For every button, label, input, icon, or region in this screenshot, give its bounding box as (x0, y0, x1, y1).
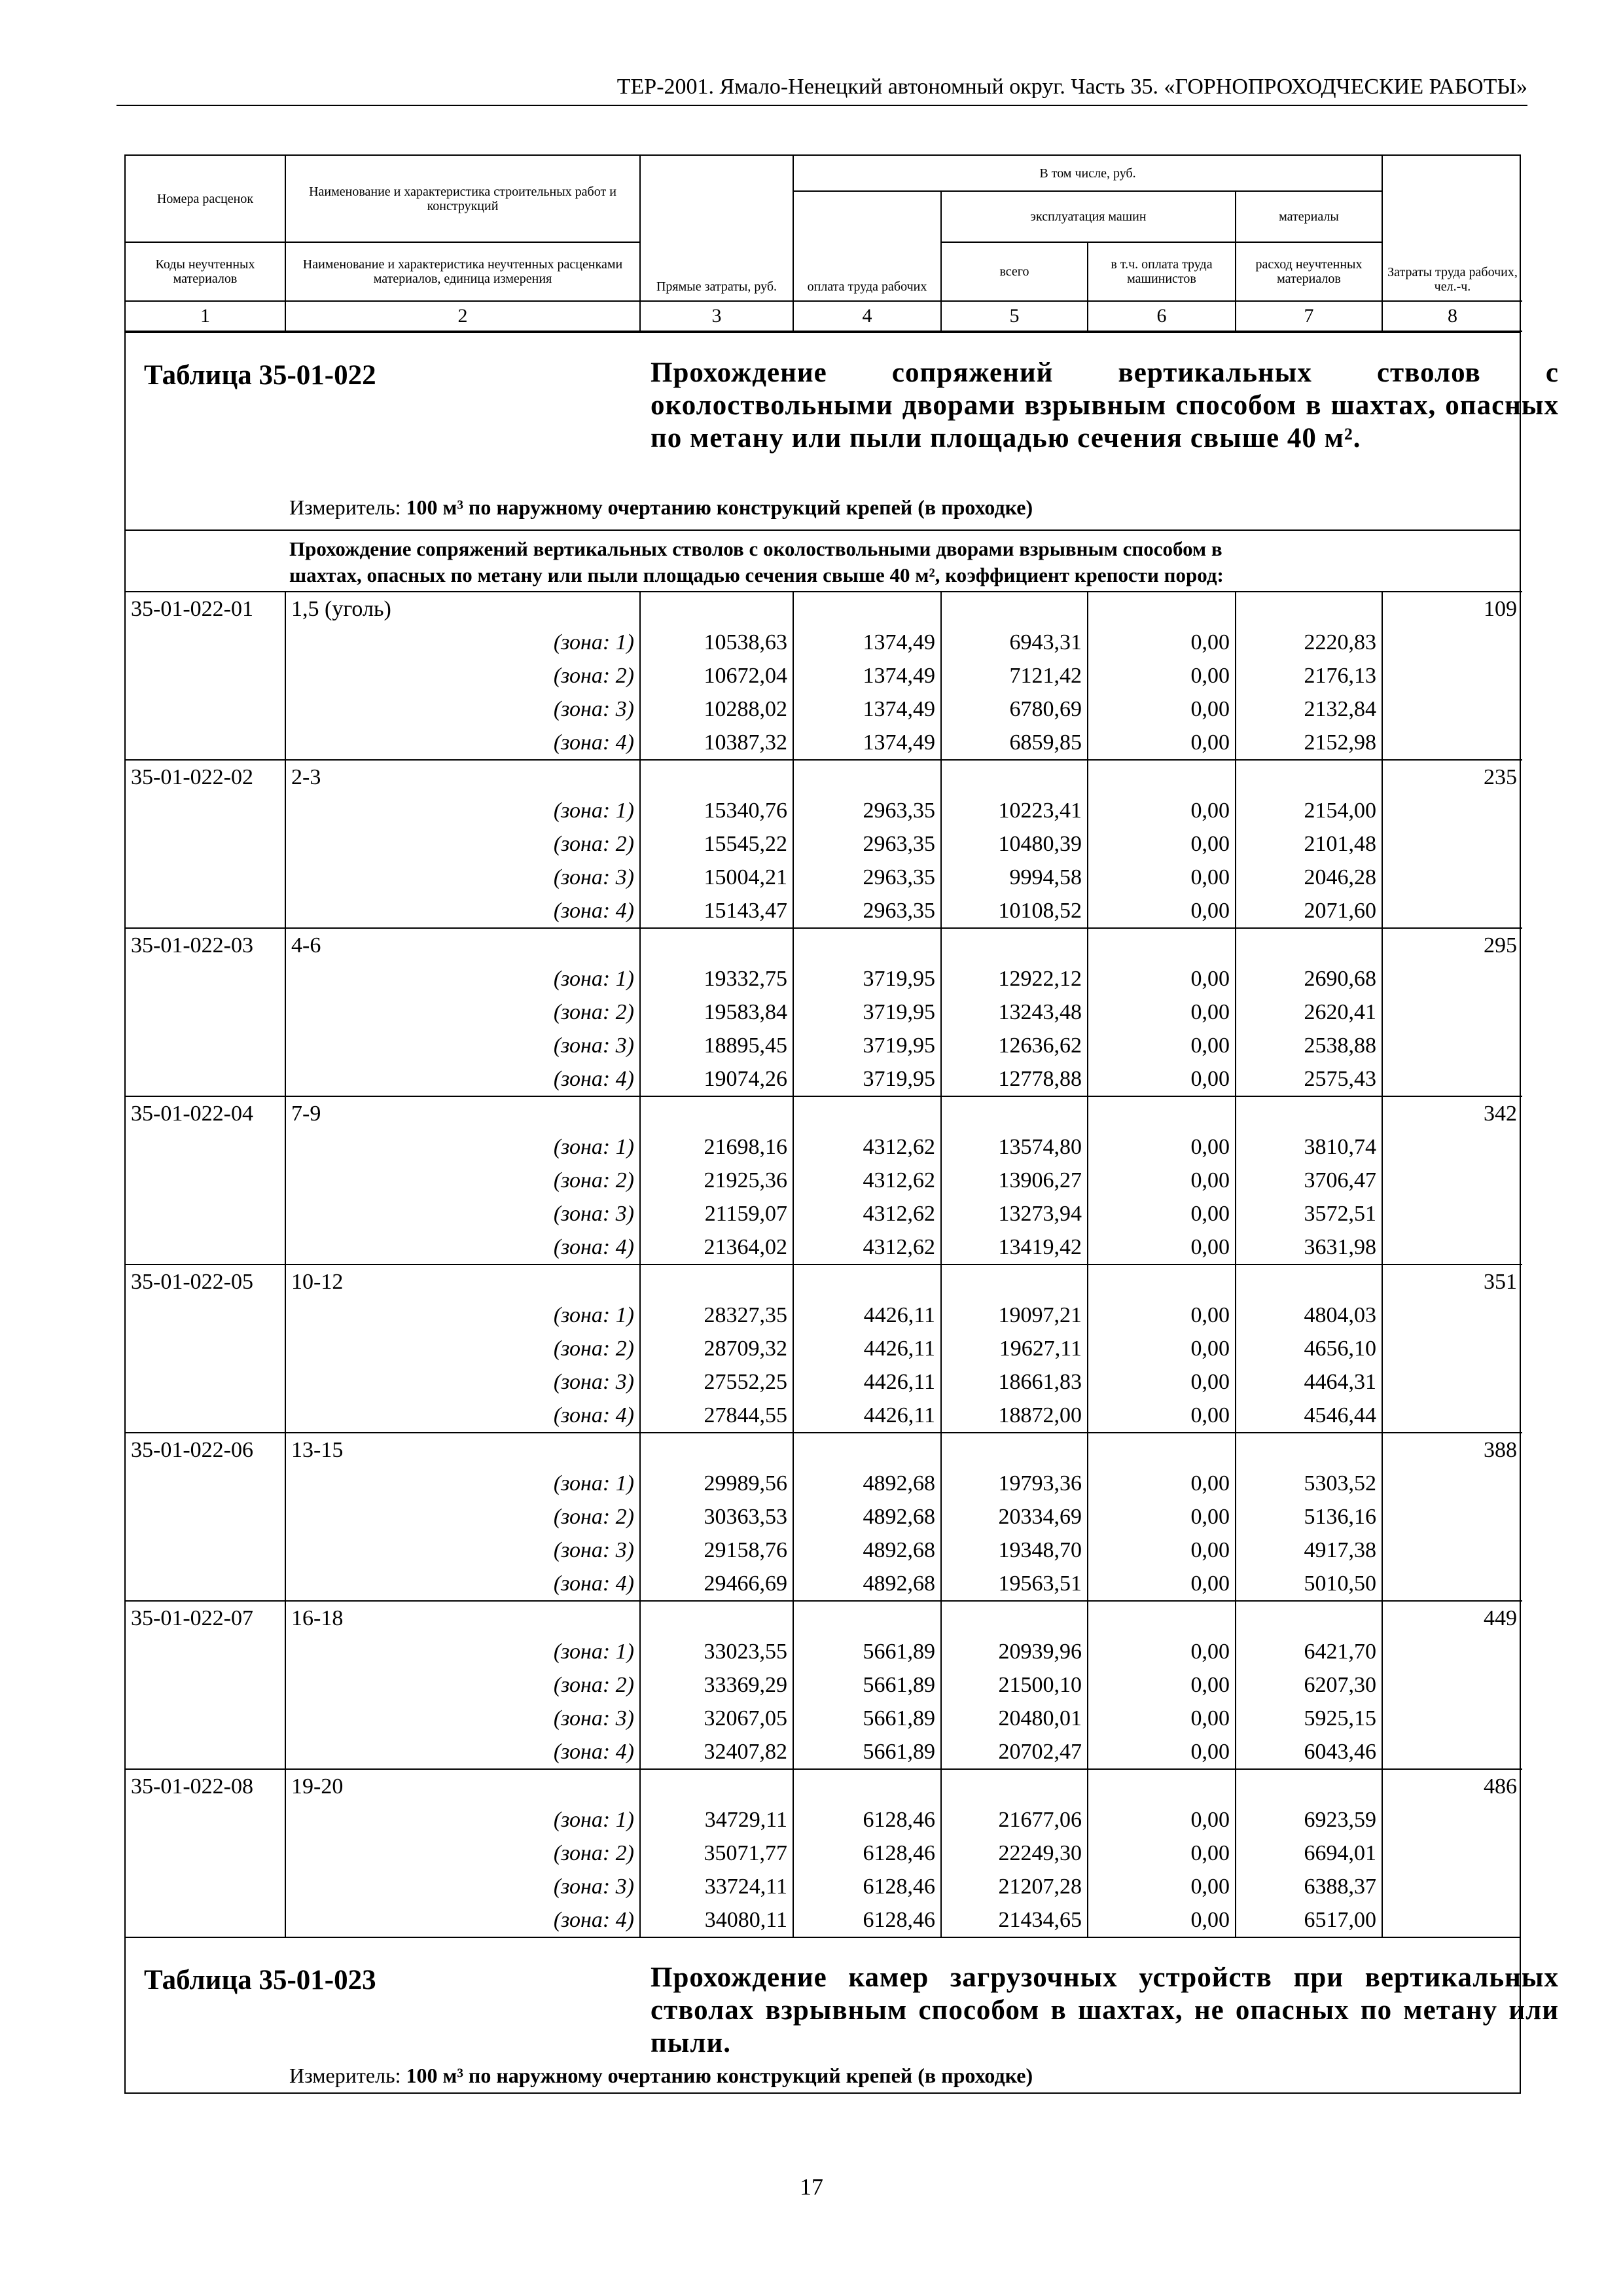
column-numbers-row (126, 301, 1522, 331)
labor-pay: 5661,89 (793, 1702, 941, 1735)
operator-pay: 0,00 (1088, 1399, 1236, 1433)
direct-costs: 10538,63 (640, 626, 793, 659)
machine-total: 12636,62 (941, 1029, 1088, 1062)
materials-cost: 4656,10 (1236, 1332, 1382, 1365)
zone-row (126, 1299, 1522, 1332)
col-codes: Коды неучтенных материалов (126, 242, 285, 301)
direct-costs: 18895,45 (640, 1029, 793, 1062)
table-meter: Измеритель: 100 м³ по наружному очертанию конструкций крепей (в проходке) (289, 495, 1033, 519)
zone-row (126, 996, 1522, 1029)
materials-cost: 3631,98 (1236, 1230, 1382, 1265)
labor-pay: 3719,95 (793, 996, 941, 1029)
direct-costs: 29158,76 (640, 1534, 793, 1567)
operator-pay: 0,00 (1088, 659, 1236, 692)
zone-row (126, 1230, 1522, 1265)
labor-pay: 4312,62 (793, 1164, 941, 1197)
rates-table (126, 591, 1522, 1937)
direct-costs: 33369,29 (640, 1668, 793, 1702)
labor-pay: 1374,49 (793, 659, 941, 692)
machine-total: 13574,80 (941, 1130, 1088, 1164)
col-work-name: Наименование и характеристика строительных работ и конструкций (285, 156, 640, 242)
materials-cost: 4804,03 (1236, 1299, 1382, 1332)
rate-code: 35-01-022-03 (126, 928, 285, 962)
zone-row (126, 1029, 1522, 1062)
zone-label: (зона: 2) (285, 1500, 640, 1534)
labor-costs: 342 (1382, 1096, 1522, 1130)
materials-cost: 6207,30 (1236, 1668, 1382, 1702)
zone-label: (зона: 2) (285, 659, 640, 692)
zone-label: (зона: 4) (285, 1399, 640, 1433)
machine-total: 12922,12 (941, 962, 1088, 996)
zone-label: (зона: 3) (285, 1870, 640, 1903)
materials-cost: 4464,31 (1236, 1365, 1382, 1399)
rate-row (126, 928, 1522, 962)
zone-row (126, 1803, 1522, 1837)
materials-cost: 3706,47 (1236, 1164, 1382, 1197)
col-total: всего (941, 242, 1088, 301)
labor-costs: 449 (1382, 1601, 1522, 1635)
column-number: 6 (1088, 301, 1236, 331)
zone-label: (зона: 4) (285, 1567, 640, 1601)
labor-pay: 4426,11 (793, 1332, 941, 1365)
zone-row (126, 1500, 1522, 1534)
machine-total: 10223,41 (941, 794, 1088, 827)
rate-row (126, 1769, 1522, 1803)
table-meter: Измеритель: 100 м³ по наружному очертанию конструкций крепей (в проходке) (289, 2064, 1033, 2087)
machine-total: 19097,21 (941, 1299, 1088, 1332)
machine-total: 22249,30 (941, 1837, 1088, 1870)
zone-label: (зона: 2) (285, 1332, 640, 1365)
operator-pay: 0,00 (1088, 1837, 1236, 1870)
column-header (126, 156, 1522, 332)
table-title: Прохождение сопряжений вертикальных стволов с околоствольными дворами взрывным способом в шахтах, опасных по метану или пыли площадью сечения свыше 40 м². (651, 357, 1559, 454)
direct-costs: 32407,82 (640, 1735, 793, 1769)
operator-pay: 0,00 (1088, 1870, 1236, 1903)
direct-costs: 27552,25 (640, 1365, 793, 1399)
operator-pay: 0,00 (1088, 1500, 1236, 1534)
labor-pay: 2963,35 (793, 794, 941, 827)
table-number: Таблица 35-01-022 (144, 360, 376, 391)
rate-row (126, 760, 1522, 794)
operator-pay: 0,00 (1088, 894, 1236, 928)
zone-label: (зона: 3) (285, 692, 640, 726)
zone-row (126, 1837, 1522, 1870)
direct-costs: 28709,32 (640, 1332, 793, 1365)
rate-name: 4-6 (285, 928, 640, 962)
operator-pay: 0,00 (1088, 1467, 1236, 1500)
zone-label: (зона: 2) (285, 996, 640, 1029)
zone-row (126, 794, 1522, 827)
column-number: 4 (793, 301, 941, 331)
col-material-names: Наименование и характеристика неучтенных расценками материалов, единица измерения (285, 242, 640, 301)
direct-costs: 21159,07 (640, 1197, 793, 1230)
zone-label: (зона: 4) (285, 726, 640, 760)
table-title: Прохождение камер загрузочных устройств при вертикальных стволах взрывным способом в шахтах, не опасных по метану или пыли. (651, 1962, 1559, 2058)
direct-costs: 35071,77 (640, 1837, 793, 1870)
materials-cost: 2132,84 (1236, 692, 1382, 726)
zone-row (126, 1130, 1522, 1164)
zone-row (126, 1903, 1522, 1937)
operator-pay: 0,00 (1088, 1735, 1236, 1769)
col-materials: материалы (1236, 191, 1382, 242)
rate-name: 19-20 (285, 1769, 640, 1803)
materials-cost: 2152,98 (1236, 726, 1382, 760)
direct-costs: 15545,22 (640, 827, 793, 861)
direct-costs: 15143,47 (640, 894, 793, 928)
zone-row (126, 1164, 1522, 1197)
col-labor-pay: оплата труда рабочих (793, 191, 941, 301)
materials-cost: 2101,48 (1236, 827, 1382, 861)
labor-costs: 351 (1382, 1265, 1522, 1299)
direct-costs: 10672,04 (640, 659, 793, 692)
zone-label: (зона: 3) (285, 861, 640, 894)
materials-cost: 5303,52 (1236, 1467, 1382, 1500)
rate-row (126, 1096, 1522, 1130)
labor-costs: 295 (1382, 928, 1522, 962)
machine-total: 20702,47 (941, 1735, 1088, 1769)
direct-costs: 21698,16 (640, 1130, 793, 1164)
operator-pay: 0,00 (1088, 1299, 1236, 1332)
labor-pay: 2963,35 (793, 894, 941, 928)
rate-code: 35-01-022-04 (126, 1096, 285, 1130)
operator-pay: 0,00 (1088, 1332, 1236, 1365)
operator-pay: 0,00 (1088, 1230, 1236, 1265)
operator-pay: 0,00 (1088, 1130, 1236, 1164)
operator-pay: 0,00 (1088, 996, 1236, 1029)
materials-cost: 3810,74 (1236, 1130, 1382, 1164)
labor-pay: 4312,62 (793, 1197, 941, 1230)
operator-pay: 0,00 (1088, 861, 1236, 894)
direct-costs: 28327,35 (640, 1299, 793, 1332)
zone-label: (зона: 4) (285, 1735, 640, 1769)
zone-label: (зона: 3) (285, 1029, 640, 1062)
operator-pay: 0,00 (1088, 1365, 1236, 1399)
col-labor-costs: Затраты труда рабочих, чел.-ч. (1382, 156, 1522, 301)
machine-total: 20334,69 (941, 1500, 1088, 1534)
materials-cost: 5925,15 (1236, 1702, 1382, 1735)
operator-pay: 0,00 (1088, 962, 1236, 996)
zone-label: (зона: 4) (285, 1062, 640, 1096)
direct-costs: 10288,02 (640, 692, 793, 726)
zone-row (126, 1635, 1522, 1668)
labor-pay: 4892,68 (793, 1467, 941, 1500)
direct-costs: 34080,11 (640, 1903, 793, 1937)
operator-pay: 0,00 (1088, 1903, 1236, 1937)
labor-pay: 4892,68 (793, 1534, 941, 1567)
zone-row (126, 962, 1522, 996)
labor-costs: 235 (1382, 760, 1522, 794)
labor-pay: 5661,89 (793, 1735, 941, 1769)
machine-total: 7121,42 (941, 659, 1088, 692)
operator-pay: 0,00 (1088, 1534, 1236, 1567)
labor-pay: 1374,49 (793, 692, 941, 726)
materials-cost: 2154,00 (1236, 794, 1382, 827)
column-number: 2 (285, 301, 640, 331)
operator-pay: 0,00 (1088, 1567, 1236, 1601)
labor-pay: 4892,68 (793, 1567, 941, 1601)
materials-cost: 2176,13 (1236, 659, 1382, 692)
materials-cost: 3572,51 (1236, 1197, 1382, 1230)
rate-name: 16-18 (285, 1601, 640, 1635)
machine-total: 19793,36 (941, 1467, 1088, 1500)
zone-label: (зона: 1) (285, 1635, 640, 1668)
machine-total: 10108,52 (941, 894, 1088, 928)
labor-pay: 4426,11 (793, 1365, 941, 1399)
machine-total: 13243,48 (941, 996, 1088, 1029)
zone-row (126, 1567, 1522, 1601)
materials-cost: 5136,16 (1236, 1500, 1382, 1534)
labor-pay: 1374,49 (793, 626, 941, 659)
materials-cost: 6421,70 (1236, 1635, 1382, 1668)
operator-pay: 0,00 (1088, 794, 1236, 827)
labor-pay: 6128,46 (793, 1870, 941, 1903)
running-title: ТЕР-2001. Ямало-Ненецкий автономный округ. Часть 35. «ГОРНОПРОХОДЧЕСКИЕ РАБОТЫ» (616, 75, 1527, 99)
labor-pay: 3719,95 (793, 962, 941, 996)
materials-cost: 6388,37 (1236, 1870, 1382, 1903)
operator-pay: 0,00 (1088, 626, 1236, 659)
table-number: Таблица 35-01-023 (144, 1965, 376, 1996)
col-rate-numbers: Номера расценок (126, 156, 285, 242)
zone-label: (зона: 1) (285, 1299, 640, 1332)
direct-costs: 19074,26 (640, 1062, 793, 1096)
rate-code: 35-01-022-08 (126, 1769, 285, 1803)
machine-total: 10480,39 (941, 827, 1088, 861)
labor-pay: 4426,11 (793, 1299, 941, 1332)
zone-row (126, 1399, 1522, 1433)
zone-row (126, 626, 1522, 659)
price-sheet (124, 154, 1559, 2094)
operator-pay: 0,00 (1088, 1702, 1236, 1735)
materials-cost: 2620,41 (1236, 996, 1382, 1029)
zone-label: (зона: 1) (285, 1467, 640, 1500)
column-number: 7 (1236, 301, 1382, 331)
rate-code: 35-01-022-01 (126, 592, 285, 626)
direct-costs: 29989,56 (640, 1467, 793, 1500)
materials-cost: 4546,44 (1236, 1399, 1382, 1433)
operator-pay: 0,00 (1088, 692, 1236, 726)
zone-label: (зона: 3) (285, 1534, 640, 1567)
zone-row (126, 894, 1522, 928)
rate-code: 35-01-022-02 (126, 760, 285, 794)
materials-cost: 2220,83 (1236, 626, 1382, 659)
labor-pay: 4892,68 (793, 1500, 941, 1534)
direct-costs: 30363,53 (640, 1500, 793, 1534)
rate-code: 35-01-022-07 (126, 1601, 285, 1635)
rate-row (126, 1433, 1522, 1467)
materials-cost: 6517,00 (1236, 1903, 1382, 1937)
zone-label: (зона: 3) (285, 1365, 640, 1399)
zone-row (126, 659, 1522, 692)
zone-row (126, 1467, 1522, 1500)
zone-row (126, 827, 1522, 861)
operator-pay: 0,00 (1088, 1029, 1236, 1062)
rate-name: 13-15 (285, 1433, 640, 1467)
rate-name: 10-12 (285, 1265, 640, 1299)
machine-total: 6780,69 (941, 692, 1088, 726)
materials-cost: 5010,50 (1236, 1567, 1382, 1601)
operator-pay: 0,00 (1088, 1635, 1236, 1668)
operator-pay: 0,00 (1088, 726, 1236, 760)
labor-pay: 3719,95 (793, 1062, 941, 1096)
rate-name: 7-9 (285, 1096, 640, 1130)
materials-cost: 2071,60 (1236, 894, 1382, 928)
rate-code: 35-01-022-05 (126, 1265, 285, 1299)
labor-pay: 5661,89 (793, 1635, 941, 1668)
zone-label: (зона: 4) (285, 1230, 640, 1265)
rate-row (126, 592, 1522, 626)
table-35-01-022 (126, 332, 1559, 1937)
machine-total: 21434,65 (941, 1903, 1088, 1937)
col-machine-operation: эксплуатация машин (941, 191, 1236, 242)
direct-costs: 21925,36 (640, 1164, 793, 1197)
direct-costs: 27844,55 (640, 1399, 793, 1433)
zone-row (126, 726, 1522, 760)
zone-row (126, 1702, 1522, 1735)
zone-label: (зона: 1) (285, 626, 640, 659)
zone-label: (зона: 2) (285, 827, 640, 861)
labor-costs: 109 (1382, 592, 1522, 626)
rate-code: 35-01-022-06 (126, 1433, 285, 1467)
rate-name: 2-3 (285, 760, 640, 794)
labor-pay: 4312,62 (793, 1130, 941, 1164)
header-rule (116, 105, 1527, 106)
machine-total: 20480,01 (941, 1702, 1088, 1735)
table-heading (126, 333, 1559, 529)
materials-cost: 6923,59 (1236, 1803, 1382, 1837)
machine-total: 12778,88 (941, 1062, 1088, 1096)
zone-label: (зона: 2) (285, 1837, 640, 1870)
table-35-01-023 (126, 1937, 1559, 2092)
labor-pay: 6128,46 (793, 1837, 941, 1870)
column-number: 1 (126, 301, 285, 331)
machine-total: 6859,85 (941, 726, 1088, 760)
materials-cost: 4917,38 (1236, 1534, 1382, 1567)
materials-cost: 6043,46 (1236, 1735, 1382, 1769)
operator-pay: 0,00 (1088, 1668, 1236, 1702)
zone-label: (зона: 2) (285, 1164, 640, 1197)
labor-pay: 4426,11 (793, 1399, 941, 1433)
zone-label: (зона: 1) (285, 1130, 640, 1164)
column-number: 8 (1382, 301, 1522, 331)
direct-costs: 32067,05 (640, 1702, 793, 1735)
labor-pay: 6128,46 (793, 1803, 941, 1837)
zone-row (126, 1735, 1522, 1769)
zone-label: (зона: 3) (285, 1702, 640, 1735)
zone-label: (зона: 1) (285, 794, 640, 827)
operator-pay: 0,00 (1088, 1803, 1236, 1837)
labor-pay: 3719,95 (793, 1029, 941, 1062)
materials-cost: 2575,43 (1236, 1062, 1382, 1096)
zone-row (126, 861, 1522, 894)
column-number: 3 (640, 301, 793, 331)
labor-pay: 1374,49 (793, 726, 941, 760)
machine-total: 18661,83 (941, 1365, 1088, 1399)
machine-total: 13906,27 (941, 1164, 1088, 1197)
zone-label: (зона: 4) (285, 1903, 640, 1937)
zone-label: (зона: 2) (285, 1668, 640, 1702)
machine-total: 18872,00 (941, 1399, 1088, 1433)
materials-cost: 2538,88 (1236, 1029, 1382, 1062)
zone-row (126, 692, 1522, 726)
labor-pay: 2963,35 (793, 861, 941, 894)
machine-total: 21500,10 (941, 1668, 1088, 1702)
direct-costs: 19583,84 (640, 996, 793, 1029)
labor-pay: 2963,35 (793, 827, 941, 861)
rate-row (126, 1601, 1522, 1635)
direct-costs: 33023,55 (640, 1635, 793, 1668)
materials-cost: 6694,01 (1236, 1837, 1382, 1870)
machine-total: 13273,94 (941, 1197, 1088, 1230)
direct-costs: 29466,69 (640, 1567, 793, 1601)
column-number: 5 (941, 301, 1088, 331)
machine-total: 21677,06 (941, 1803, 1088, 1837)
col-including: В том числе, руб. (793, 156, 1382, 191)
direct-costs: 21364,02 (640, 1230, 793, 1265)
machine-total: 19627,11 (941, 1332, 1088, 1365)
labor-pay: 5661,89 (793, 1668, 941, 1702)
direct-costs: 15340,76 (640, 794, 793, 827)
zone-label: (зона: 3) (285, 1197, 640, 1230)
zone-row (126, 1332, 1522, 1365)
machine-total: 9994,58 (941, 861, 1088, 894)
direct-costs: 33724,11 (640, 1870, 793, 1903)
labor-costs: 486 (1382, 1769, 1522, 1803)
operator-pay: 0,00 (1088, 1062, 1236, 1096)
rate-name: 1,5 (уголь) (285, 592, 640, 626)
machine-total: 19563,51 (941, 1567, 1088, 1601)
machine-total: 6943,31 (941, 626, 1088, 659)
labor-pay: 4312,62 (793, 1230, 941, 1265)
machine-total: 13419,42 (941, 1230, 1088, 1265)
zone-row (126, 1062, 1522, 1096)
operator-pay: 0,00 (1088, 1164, 1236, 1197)
col-direct-costs: Прямые затраты, руб. (640, 156, 793, 301)
zone-row (126, 1668, 1522, 1702)
zone-row (126, 1365, 1522, 1399)
machine-total: 19348,70 (941, 1534, 1088, 1567)
materials-cost: 2690,68 (1236, 962, 1382, 996)
direct-costs: 19332,75 (640, 962, 793, 996)
direct-costs: 15004,21 (640, 861, 793, 894)
labor-pay: 6128,46 (793, 1903, 941, 1937)
zone-label: (зона: 4) (285, 894, 640, 928)
col-unaccounted-materials: расход неучтенных материалов (1236, 242, 1382, 301)
machine-total: 21207,28 (941, 1870, 1088, 1903)
zone-row (126, 1197, 1522, 1230)
rate-row (126, 1265, 1522, 1299)
direct-costs: 10387,32 (640, 726, 793, 760)
zone-label: (зона: 1) (285, 1803, 640, 1837)
operator-pay: 0,00 (1088, 1197, 1236, 1230)
page-number: 17 (800, 2174, 823, 2200)
table-subtitle: Прохождение сопряжений вертикальных стволов с околоствольными дворами взрывным способом в шахтах, опасных по метану или пыли площадью сечения свыше 40 м², коэффициент крепости пород: (126, 529, 1520, 591)
col-operator-pay: в т.ч. оплата труда машинистов (1088, 242, 1236, 301)
direct-costs: 34729,11 (640, 1803, 793, 1837)
labor-costs: 388 (1382, 1433, 1522, 1467)
zone-row (126, 1534, 1522, 1567)
zone-row (126, 1870, 1522, 1903)
materials-cost: 2046,28 (1236, 861, 1382, 894)
operator-pay: 0,00 (1088, 827, 1236, 861)
zone-label: (зона: 1) (285, 962, 640, 996)
machine-total: 20939,96 (941, 1635, 1088, 1668)
